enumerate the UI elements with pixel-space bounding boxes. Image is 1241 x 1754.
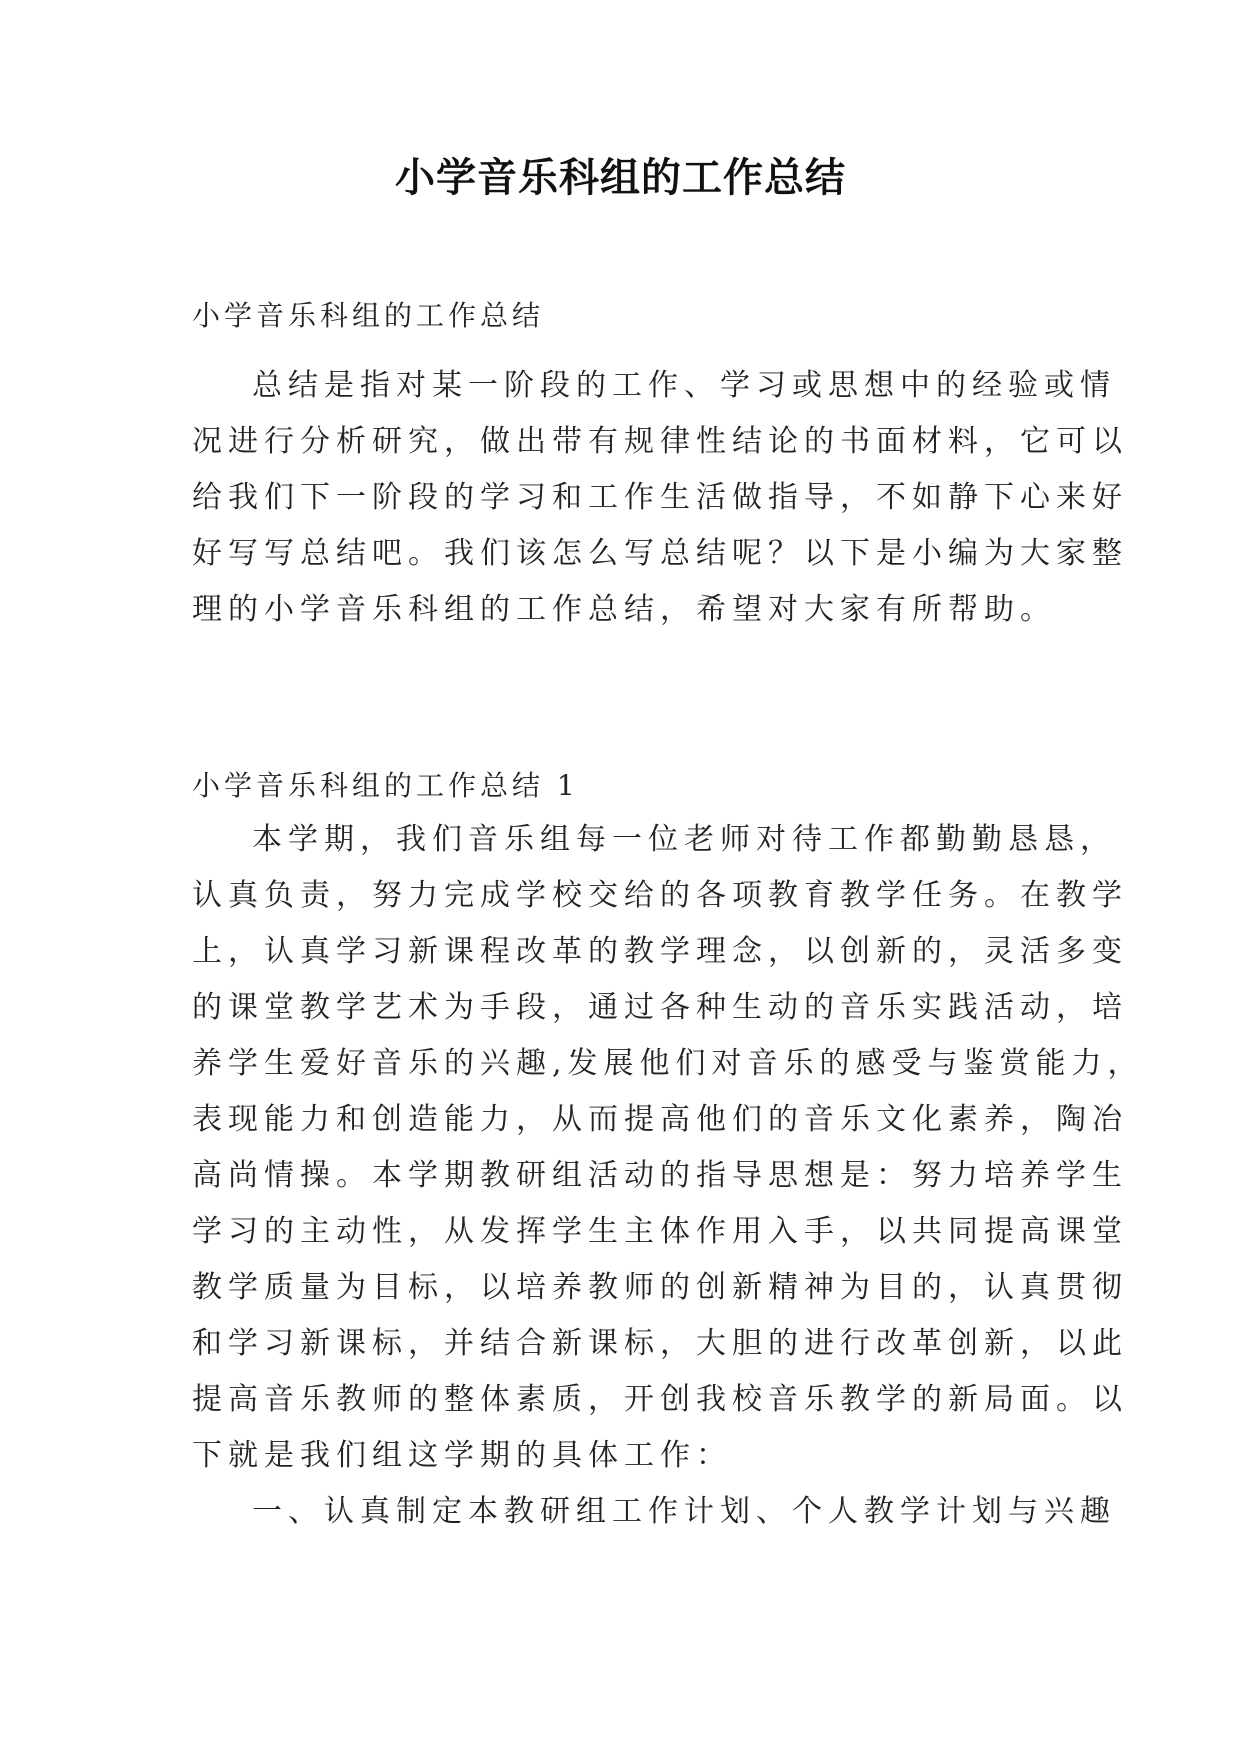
paragraph-line: 一、认真制定本教研组工作计划、个人教学计划与兴趣: [252, 1494, 1116, 1529]
document-subtitle: 小学音乐科组的工作总结: [192, 299, 545, 332]
paragraph-line: 表现能力和创造能力，从而提高他们的音乐文化素养，陶冶: [192, 1102, 1128, 1137]
paragraph-line: 理的小学音乐科组的工作总结，希望对大家有所帮助。: [192, 592, 1056, 627]
paragraph-line: 教学质量为目标，以培养教师的创新精神为目的，认真贯彻: [192, 1270, 1128, 1305]
paragraph-line: 学习的主动性，从发挥学生主体作用入手，以共同提高课堂: [192, 1214, 1128, 1249]
paragraph-line: 给我们下一阶段的学习和工作生活做指导，不如静下心来好: [192, 480, 1128, 515]
paragraph-line: 高尚情操。本学期教研组活动的指导思想是：努力培养学生: [192, 1158, 1128, 1193]
paragraph-line: 本学期，我们音乐组每一位老师对待工作都勤勤恳恳，: [252, 822, 1116, 857]
paragraph-line: 总结是指对某一阶段的工作、学习或思想中的经验或情: [252, 368, 1116, 403]
section-heading: 小学音乐科组的工作总结 1: [192, 769, 579, 802]
paragraph-line: 上，认真学习新课程改革的教学理念，以创新的，灵活多变: [192, 934, 1128, 969]
paragraph-line: 和学习新课标，并结合新课标，大胆的进行改革创新，以此: [192, 1326, 1128, 1361]
paragraph-line: 下就是我们组这学期的具体工作：: [192, 1438, 732, 1473]
paragraph-line: 好写写总结吧。我们该怎么写总结呢？以下是小编为大家整: [192, 536, 1128, 571]
paragraph-line: 况进行分析研究，做出带有规律性结论的书面材料，它可以: [192, 424, 1128, 459]
paragraph-line: 提高音乐教师的整体素质，开创我校音乐教学的新局面。以: [192, 1382, 1128, 1417]
paragraph-line: 养学生爱好音乐的兴趣,发展他们对音乐的感受与鉴赏能力，: [192, 1046, 1144, 1081]
paragraph-line: 的课堂教学艺术为手段，通过各种生动的音乐实践活动，培: [192, 990, 1128, 1025]
document-title: 小学音乐科组的工作总结: [395, 154, 846, 201]
paragraph-line: 认真负责，努力完成学校交给的各项教育教学任务。在教学: [192, 878, 1128, 913]
